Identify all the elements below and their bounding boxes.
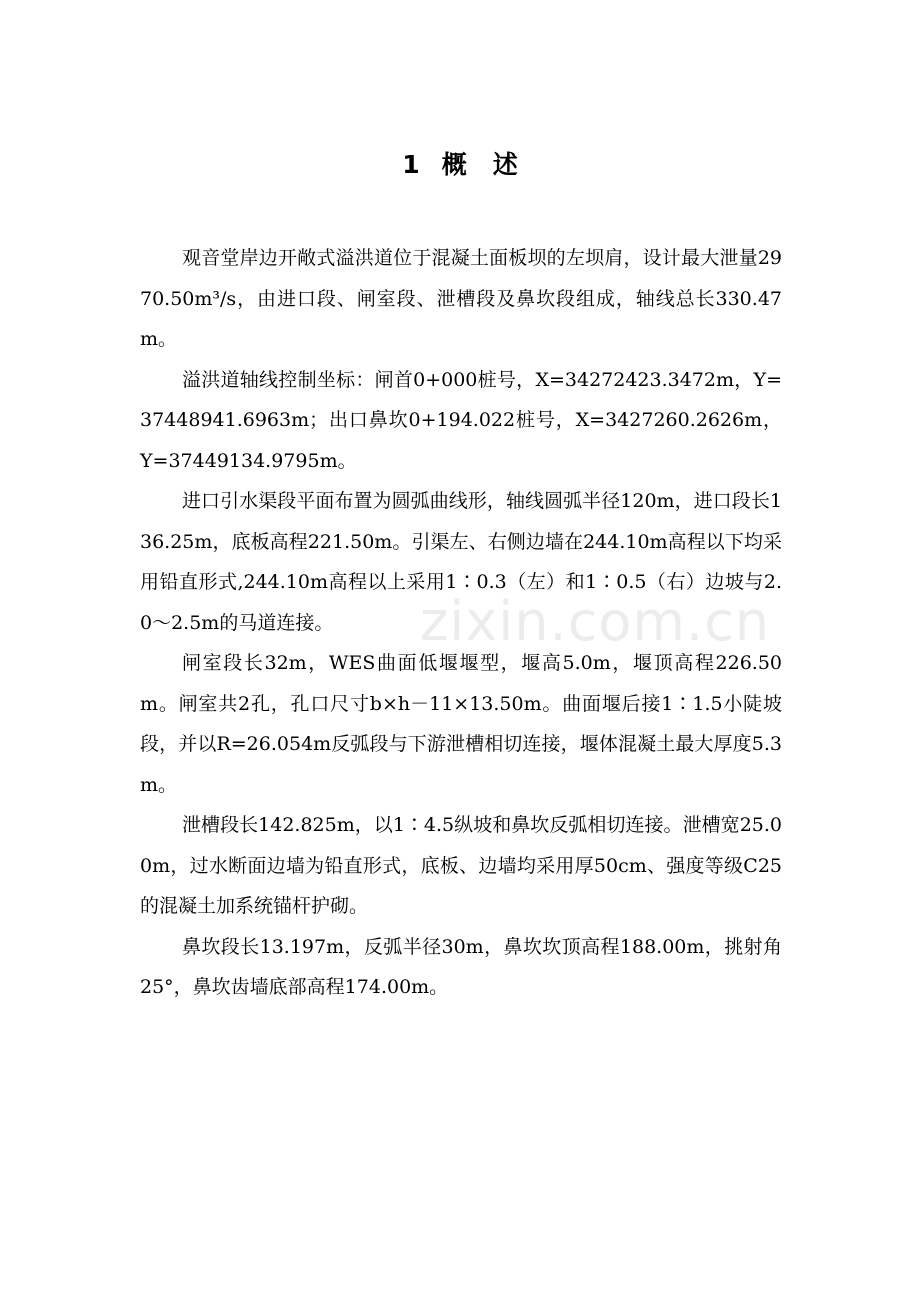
section-title [0,145,920,181]
section-title-char-2: 述 [492,150,518,179]
paragraph-inlet-channel: 进口引水渠段平面布置为圆弧曲线形，轴线圆弧半径120m，进口段长136.25m，底板高程221.50m。引渠左、右侧边墙在244.10m高程以下均采用铅直形式,244.10m高程以上采用1∶0.3（左）和1∶0.5（右）边坡与2.0～2.5m的马道连接。 [140,490,782,634]
paragraph-chute: 泄槽段长142.825m，以1∶4.5纵坡和鼻坎反弧相切连接。泄槽宽25.00m，过水断面边墙为铅直形式，底板、边墙均采用厚50cm、强度等级C25的混凝土加系统锚杆护砌。 [140,814,782,917]
document-body [140,238,782,1008]
section-number: 1 [402,150,420,179]
section-title-char-1: 概 [441,150,467,179]
paragraph-axis-coordinates: 溢洪道轴线控制坐标：闸首0+000桩号，X=34272423.3472m，Y=37448941.6963m；出口鼻坎0+194.022桩号，X=3427260.2626m，Y=37449134.9795m。 [140,368,782,472]
paragraph-overview: 观音堂岸边开敞式溢洪道位于混凝土面板坝的左坝肩，设计最大泄量2970.50m³/s，由进口段、闸室段、泄槽段及鼻坎段组成，轴线总长330.47m。 [140,247,782,350]
paragraph-gate-chamber: 闸室段长32m，WES曲面低堰堰型，堰高5.0m，堰顶高程226.50m。闸室共2孔，孔口尺寸b×h－11×13.50m。曲面堰后接1∶1.5小陡坡段，并以R=26.054m反弧段与下游泄槽相切连接，堰体混凝土最大厚度5.3m。 [140,652,782,796]
watermark: zixin.com.cn [420,590,771,653]
paragraph-flip-bucket: 鼻坎段长13.197m，反弧半径30m，鼻坎坎顶高程188.00m，挑射角25°，鼻坎齿墙底部高程174.00m。 [140,935,782,998]
